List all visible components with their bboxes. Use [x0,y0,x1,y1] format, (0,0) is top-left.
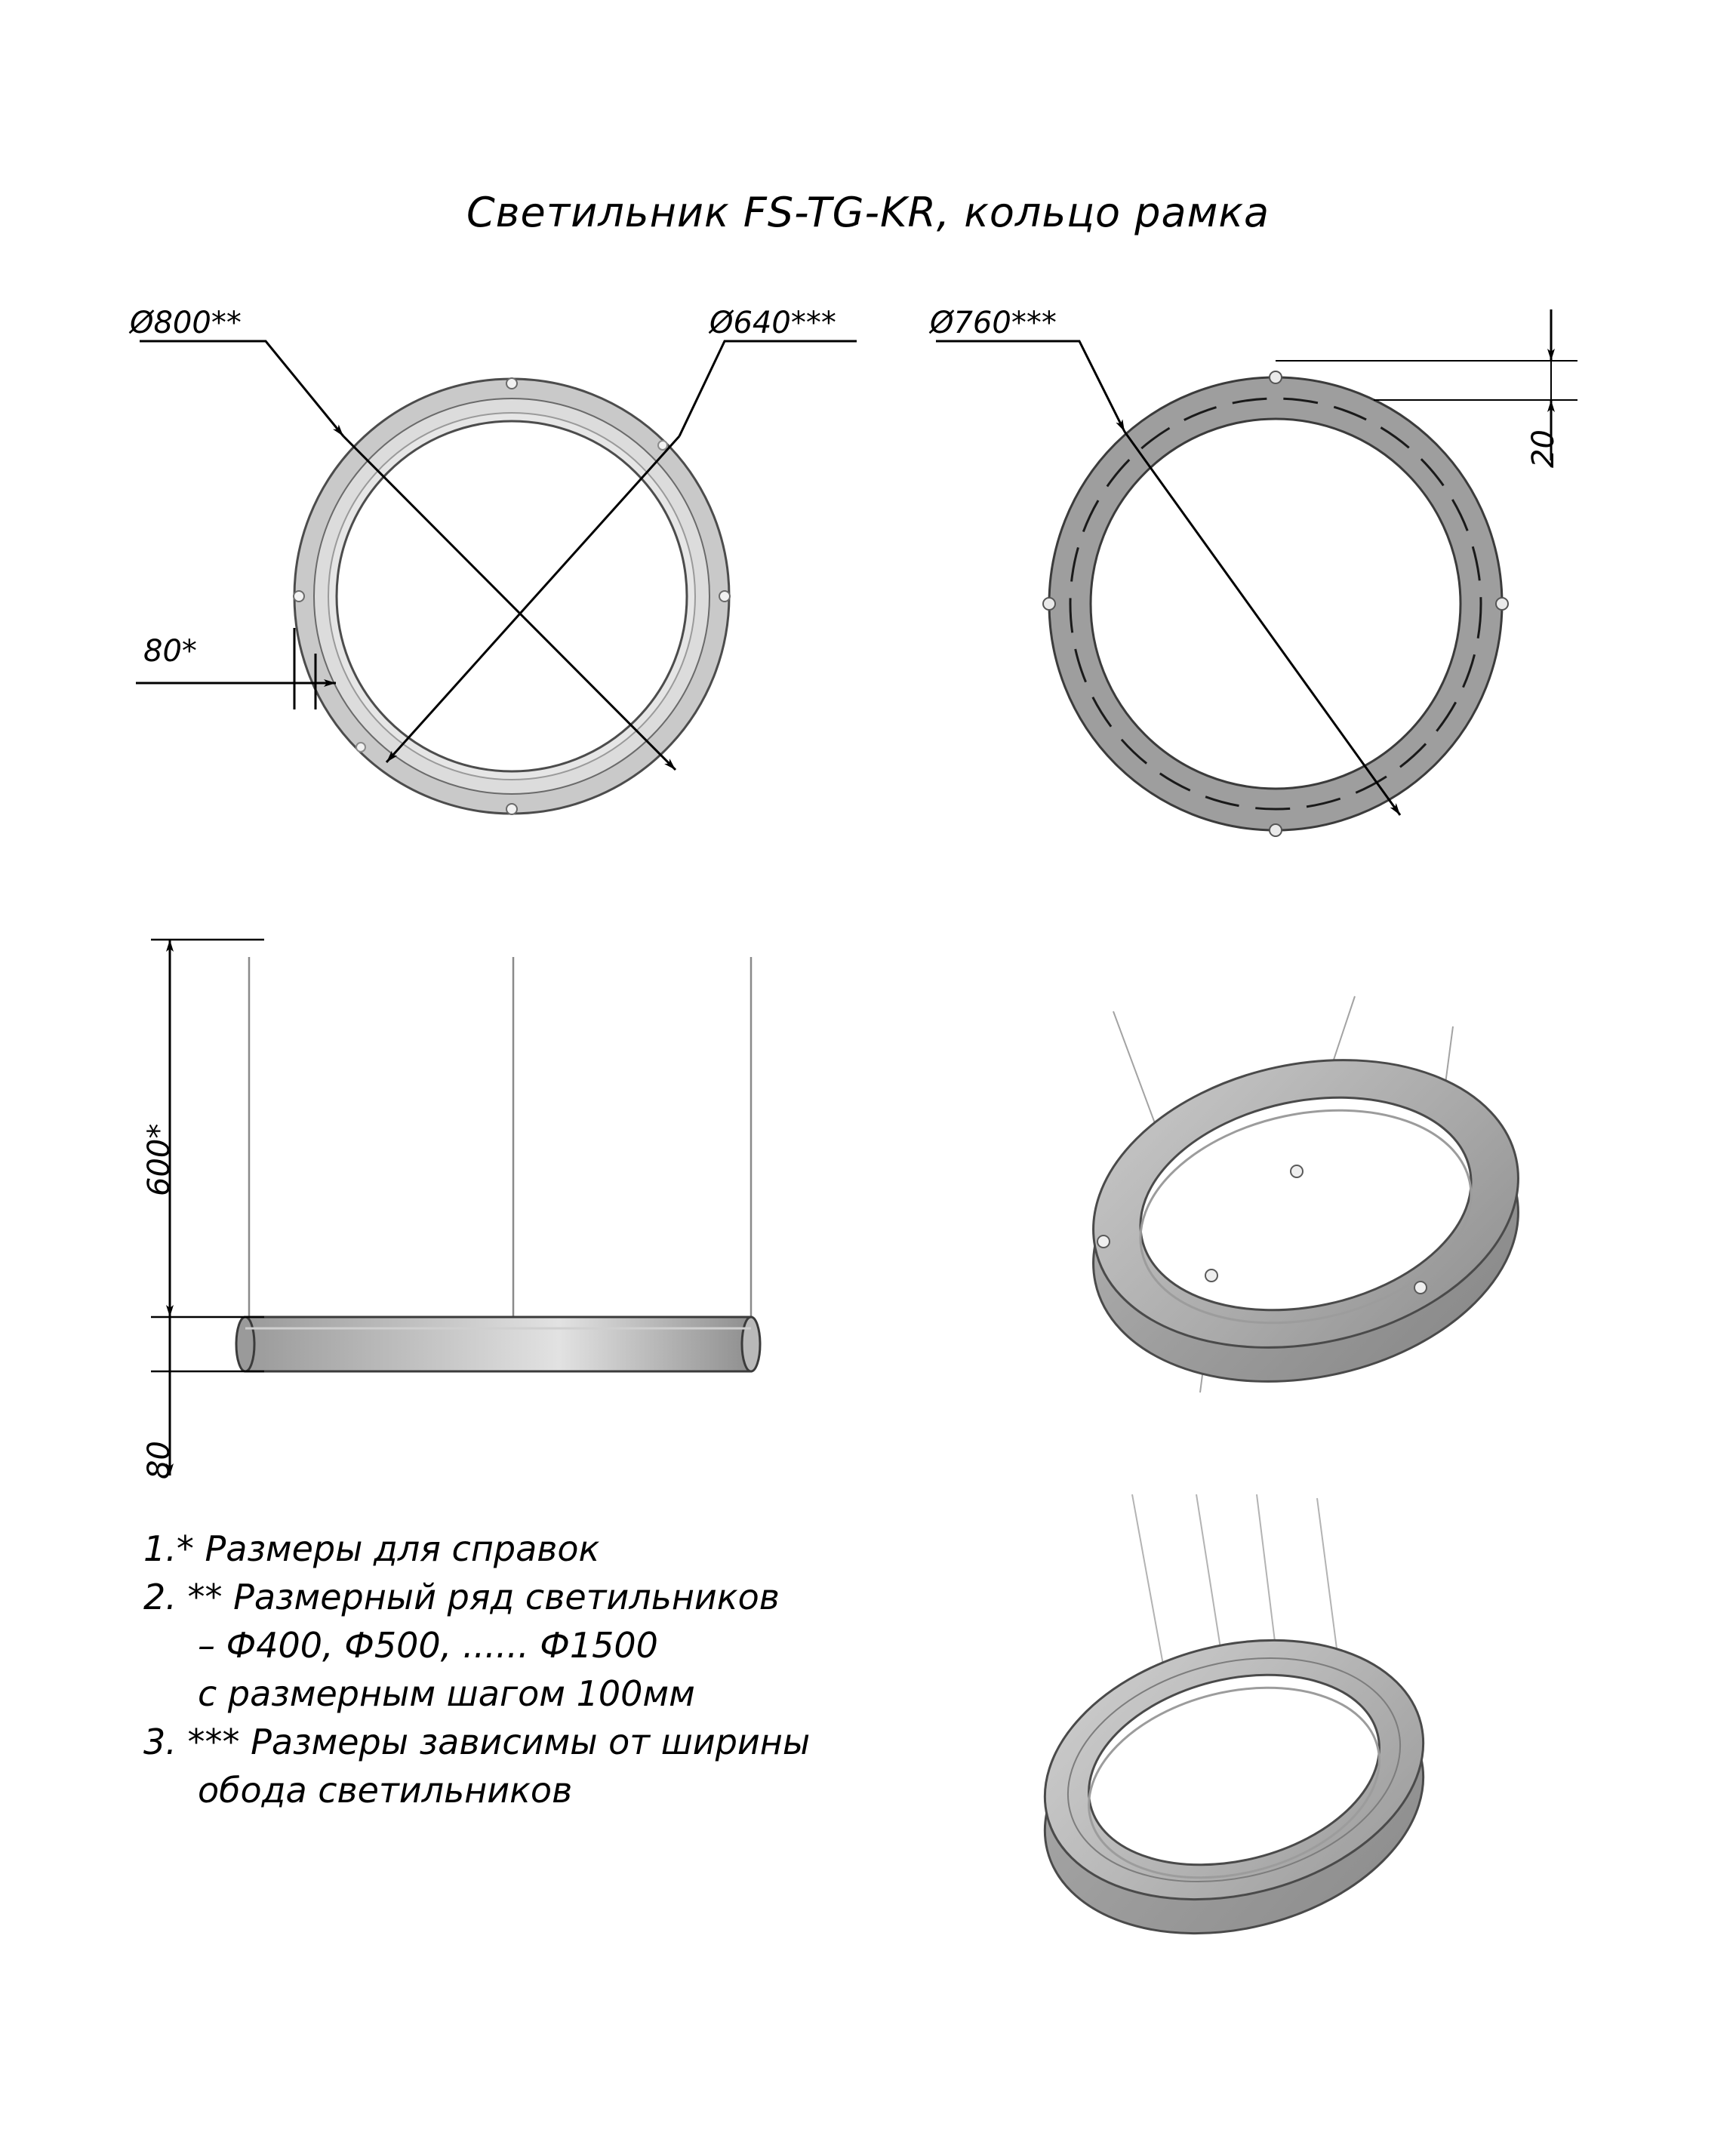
note-line-4: с размерным шагом 100мм [198,1673,695,1714]
note-line-1: 1.* Размеры для справок [143,1528,600,1569]
view-top-right-ring [936,309,1577,836]
dim-suspension-600: 600* [142,1123,177,1196]
dim-width-80: 80* [143,634,197,669]
page-title: Светильник FS-TG-KR, кольцо рамка [466,189,1270,236]
dim-thickness-20: 20 [1526,429,1561,468]
dim-mid-diameter: Ø760*** [930,306,1057,340]
note-line-6: обода светильников [198,1770,573,1811]
note-line-3: – Ф400, Ф500, ...... Ф1500 [198,1625,658,1666]
notes-block [143,1525,1087,1814]
note-line-5: 3. *** Размеры зависимы от ширины [143,1722,811,1762]
dim-inner-diameter: Ø640*** [709,306,836,340]
view-top-left-ring [136,341,857,814]
dim-outer-diameter: Ø800** [130,306,242,340]
dim-height-80: 80 [142,1441,177,1479]
view-side-elevation [151,940,760,1476]
note-line-2: 2. ** Размерный ряд светильников [143,1577,780,1617]
view-isometric-ring-upper [1067,996,1545,1419]
